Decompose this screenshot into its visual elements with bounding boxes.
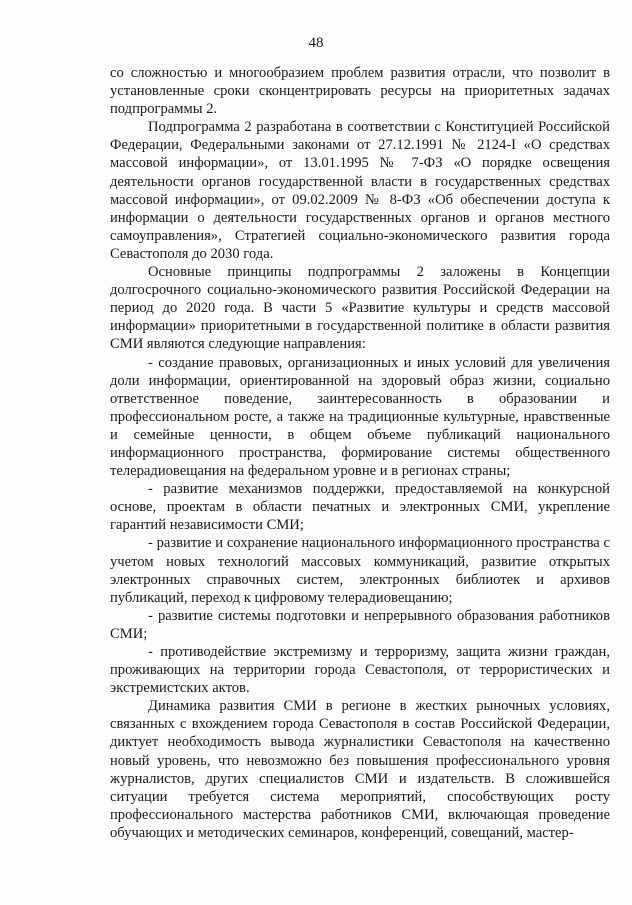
list-item: - развитие системы подготовки и непрерывного образования работников СМИ; bbox=[110, 607, 610, 642]
paragraph-continuation: со сложностью и многообразием проблем развития отрасли, что позволит в установленные сроки сконцентрировать ресурсы на приоритетных задачах подпрограммы 2. bbox=[110, 65, 610, 118]
list-item: - создание правовых, организационных и иных условий для увеличения доли информации, ориентированной на здоровый образ жизни, социально ответственное поведение, заинтересованность в образовании и профессиональном росте, а также на традиционные культурные, нравственные и семейные ценности, в общем объеме публикаций национального информационного пространства, формирование системы общественного телерадиовещания на федеральном уровне и в регионах страны; bbox=[110, 354, 610, 480]
list-item: - противодействие экстремизму и терроризму, защита жизни граждан, проживающих на территории города Севастополя, от террористических и экстремистских актов. bbox=[110, 644, 610, 697]
paragraph-dynamics: Динамика развития СМИ в регионе в жестких рыночных условиях, связанных с вхождением города Севастополя в состав Российской Федерации, диктует необходимость вывода журналистики Севастополя на качественно новый уровень, что невозможно без повышения профессионального уровня журналистов, других специалистов СМИ и издательств. В сложившейся ситуации требуется система мероприятий, способствующих росту профессионального мастерства работников СМИ, включающая проведение обучающих и методических семинаров, конференций, совещаний, мастер- bbox=[110, 698, 610, 841]
paragraph-legal-basis: Подпрограмма 2 разработана в соответствии с Конституцией Российской Федерации, Федеральными законами от 27.12.1991 № 2124-I «О средствах массовой информации», от 13.01.1995 № 7-ФЗ «О порядке освещения деятельности органов государственной власти в государственных средствах массовой информации», от 09.02.2009 № 8-ФЗ «Об обеспечении доступа к информации о деятельности государственных органов и органов местного самоуправления», Стратегией социально-экономического развития города Севастополя до 2030 года. bbox=[110, 119, 610, 262]
body-text bbox=[110, 64, 610, 842]
list-item: - развитие и сохранение национального информационного пространства с учетом новых технологий массовых коммуникаций, развитие открытых электронных справочных систем, электронных библиотек и архивов публикаций, переход к цифровому телерадиовещанию; bbox=[110, 535, 610, 606]
list-item: - развитие механизмов поддержки, предоставляемой на конкурсной основе, проектам в области печатных и электронных СМИ, укрепление гарантий независимости СМИ; bbox=[110, 481, 610, 534]
paragraph-principles: Основные принципы подпрограммы 2 заложены в Концепции долгосрочного социально-экономического развития Российской Федерации на период до 2020 года. В части 5 «Развитие культуры и средств массовой информации» приоритетными в государственной политике в области развития СМИ являются следующие направления: bbox=[110, 264, 610, 353]
page-number: 48 bbox=[308, 35, 324, 51]
